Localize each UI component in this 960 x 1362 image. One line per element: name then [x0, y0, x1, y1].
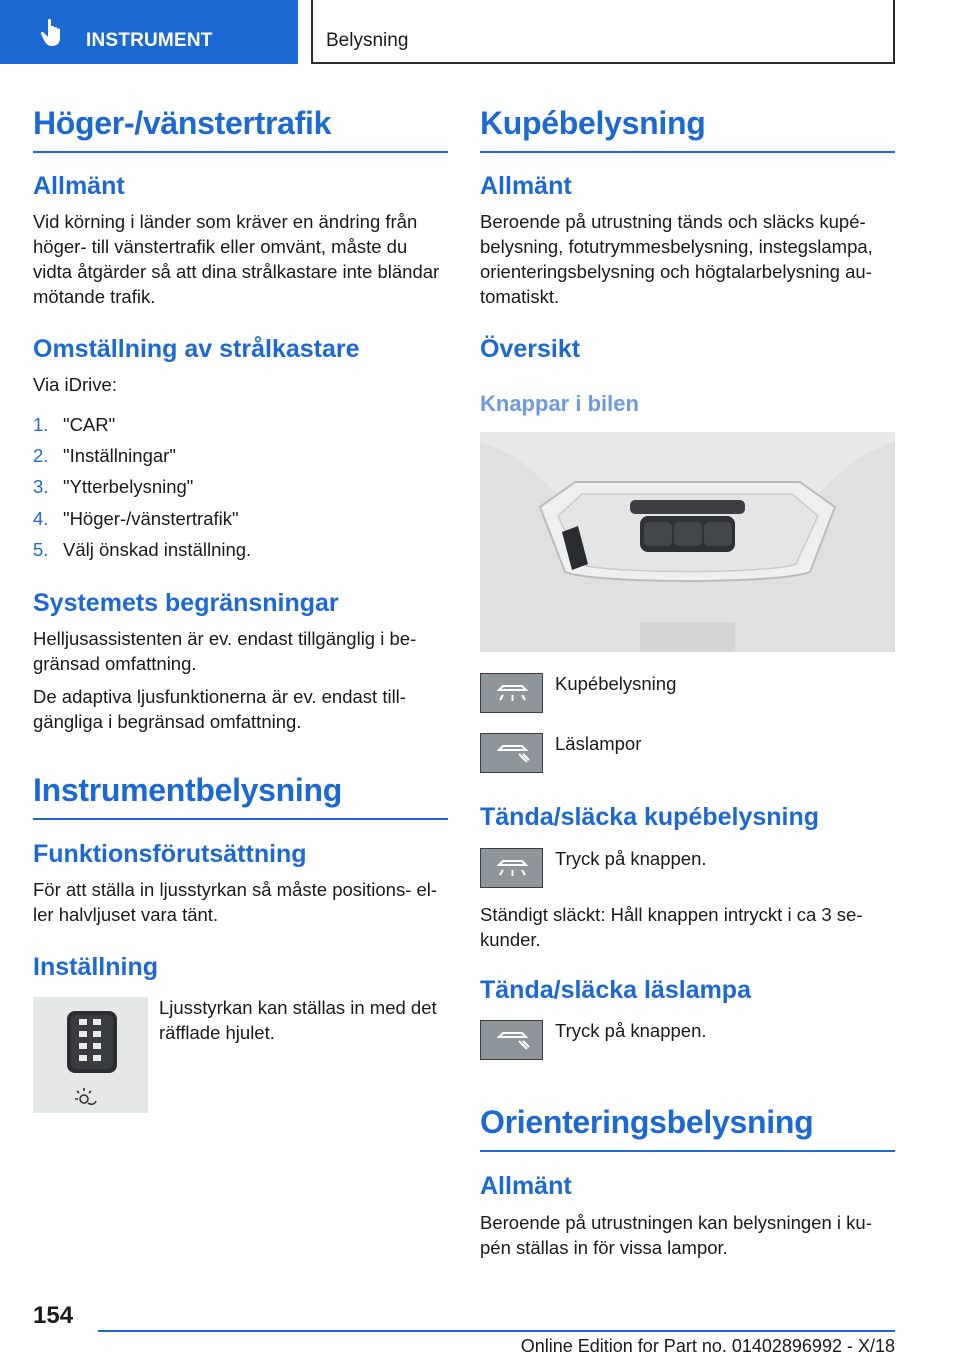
press-button-text: Tryck på knappen. [555, 848, 707, 869]
reading-light-icon-box [480, 1020, 543, 1060]
subsection-label: Belysning [326, 30, 409, 51]
heading-overview: Översikt [480, 335, 581, 363]
press-button-text: Tryck på knappen. [555, 1020, 707, 1041]
subsection-box [311, 0, 895, 64]
limits-text-1: Helljusassistenten är ev. endast tillgänglig i be-gränsad omfattning. [33, 628, 417, 674]
list-number: 2. [33, 445, 49, 466]
edition-text: Online Edition for Part no. 01402896992 - X/18 [520, 1336, 895, 1356]
section-label: INSTRUMENT [86, 30, 213, 51]
heading-general: Allmänt [480, 172, 572, 200]
cabin-general-text: Beroende på utrustning tänds och släcks kupé-belysning, fotutrymmesbelysning, instegslampa, orienteringsbelysning och högtalarbelysning au-tomatiskt. [480, 211, 873, 307]
reading-light-icon [481, 1021, 544, 1061]
reading-light-icon [481, 734, 544, 774]
cabin-light-icon-box [480, 848, 543, 888]
heading-cabin-lighting: Kupébelysning [480, 105, 895, 153]
heading-system-limits: Systemets begränsningar [33, 589, 339, 617]
list-number: 1. [33, 414, 49, 435]
general-text: Vid körning i länder som kräver en ändring från höger- till vänstertrafik eller omvänt, måste du vidta åtgärder så att dina strålkastare inte bländar mötande trafik. [33, 211, 440, 307]
orientation-text: Beroende på utrustningen kan belysningen i ku-pén ställas in för vissa lampor. [480, 1212, 872, 1258]
heading-toggle-cabin: Tända/släcka kupébelysning [480, 803, 820, 831]
reading-light-label: Läslampor [555, 733, 642, 754]
list-number: 4. [33, 508, 49, 529]
list-text: "Höger-/vänstertrafik" [63, 508, 239, 529]
cabin-light-icon-box [480, 673, 543, 713]
cabin-light-icon [481, 849, 544, 889]
overhead-console-image [480, 432, 895, 652]
setting-text: Ljusstyrkan kan ställas in med det räfflade hjulet. [159, 997, 437, 1043]
heading-orientation-lighting: Orienteringsbelysning [480, 1104, 895, 1152]
reading-light-icon-box [480, 733, 543, 773]
heading-setting: Inställning [33, 953, 158, 981]
hand-pointer-icon [40, 18, 66, 48]
limits-text-2: De adaptiva ljusfunktionerna är ev. endast till-gängliga i begränsad omfattning. [33, 686, 406, 732]
heading-traffic: Höger-/vänstertrafik [33, 105, 448, 153]
list-text: "Ytterbelysning" [63, 476, 194, 497]
heading-general: Allmänt [480, 1172, 572, 1200]
list-number: 3. [33, 476, 49, 497]
always-off-text: Ständigt släckt: Håll knappen intryckt i ca 3 se-kunder. [480, 904, 863, 950]
dimmer-wheel-image [33, 997, 148, 1113]
cabin-light-label: Kupébelysning [555, 673, 677, 694]
heading-instrument-lighting: Instrumentbelysning [33, 772, 448, 820]
heading-buttons-in-car: Knappar i bilen [480, 391, 639, 416]
list-text: "CAR" [63, 414, 116, 435]
page-number: 154 [33, 1302, 74, 1329]
footer-divider [98, 1330, 895, 1332]
heading-general: Allmänt [33, 172, 125, 200]
heading-prerequisite: Funktionsförutsättning [33, 840, 307, 868]
heading-headlight-adjust: Omställning av strålkastare [33, 335, 360, 363]
list-text: "Inställningar" [63, 445, 176, 466]
list-number: 5. [33, 539, 49, 560]
heading-toggle-reading: Tända/släcka läslampa [480, 976, 751, 1004]
prerequisite-text: För att ställa in ljusstyrkan så måste positions- el-ler halvljuset vara tänt. [33, 879, 438, 925]
cabin-light-icon [481, 674, 544, 714]
section-tab [0, 0, 298, 64]
via-idrive-text: Via iDrive: [33, 374, 117, 395]
list-text: Välj önskad inställning. [63, 539, 252, 560]
